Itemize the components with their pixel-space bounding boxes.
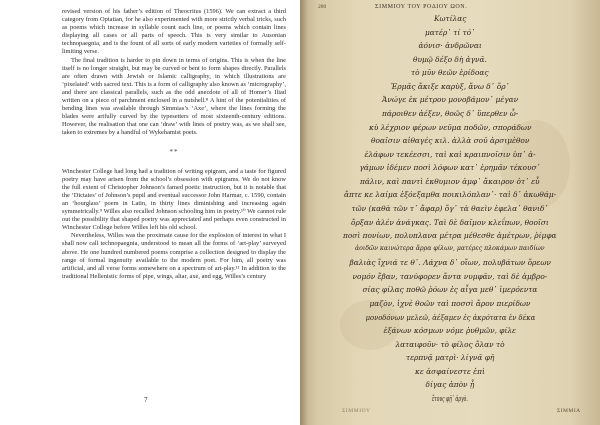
- poem-line: κὺ λέχριον φέρων νεῦμα ποδῶν, σποράδων: [369, 122, 532, 132]
- scan-page-number: 280: [318, 4, 327, 10]
- poem-line: ἀόνισ· ἀνδρῶναι: [418, 41, 482, 51]
- poem-line: πάροιθεν ἀέξεν, θοῶς δ᾽ ὕπερθεν ὦ-: [382, 109, 519, 118]
- poem-line: πάλιν, καὶ παντὶ ἐκθυμιον ἀμφ᾽ ἄκαιρον ὀτ᾽ εὖ: [360, 176, 540, 186]
- scan-running-head: ΣΙΜΜΙΟΥ ΤΟΥ ΡΟΔΙΟΥ ΩΟΝ.: [375, 4, 468, 10]
- poem-line: θυμῷ δέξο δὴ ἁγνᾶ.: [413, 54, 487, 64]
- poem-line: ἐλάφων τεκέεσσι, ταὶ καὶ κραιπνοῖσιν ὑπ᾽ ἁ-: [364, 149, 536, 159]
- poem-line: Κωτίλας: [434, 14, 467, 23]
- poem-line: γάμων ἰδέμεν ποσὶ λόφων κατ᾽ ἐρημᾶν τέκουσ᾽: [359, 163, 541, 173]
- poem-line: ἄπτε κε λαίμα ἐξόεξαμθα ποικιλόπλαν᾽· ταὶ δ᾽ ἀκωθάμ-: [344, 190, 557, 200]
- right-page-scan: [300, 0, 600, 425]
- scan-footer-left: ΣΙΜΜΙΟΥ: [342, 408, 371, 414]
- poem-line: ἔτους φῇ᾽ ἀργὸ.: [431, 394, 468, 403]
- paragraph: Winchester College had long had a tradition of writing epigram, and a taste for figured poetry may have arisen from the school’s obsession with epigrams. We do not know the full extent of Christopher Johnson’s famed poetic instruction, but it is notable that the ‘Dictates’ of Johnson’s pupil and eventual successor John Harmar, c. 1590, contain an ‘hourglass’ poem in Latin, in thirty lines diminishing and increasing again symmetrically.⁹ Willes also recalled Johnson schooling him in poetry.¹⁰ We cannot rule out the possibility that shaped poetry was appreciated and perhaps even constructed in Winchester College before Willes left his old school.: [62, 167, 286, 232]
- poem-line: νομόν ἔβαν, τανύφορεν ἄντα νυμφᾶν, ταὶ δὲ ἀμβρο-: [352, 271, 548, 281]
- scan-footer-right: ΣΙΜΜΙΑ: [557, 408, 581, 414]
- body-text: [62, 8, 286, 281]
- paragraph: revised version of his father’s edition of Theocritus (1596). We can extract a third category from Optatian, for he also experimented with more strictly verbal tricks, such as poems which increase in syllable count each line, or poems which contain lines displaying all cases or all parts of speech. This is very similar to Ausonian technopaegnia, and is the fount of all sorts of early modern varieties of formally self-limiting verse.: [62, 8, 286, 56]
- poem-line: κε ἀσφαίνεστε ἐπὶ: [415, 366, 485, 376]
- poem-line: μαζὸν, ἰχνὲ θοῶν ταὶ ποσσὶ ἄρον πιερίδων: [369, 299, 531, 308]
- poem-line: θοαῖσιν αἰθαγές κιλ. ἀλλὰ σοῦ ἀρσιμὲθον: [371, 136, 530, 146]
- poem-line: Ἀνώγε ἐκ μέτρου μονοβάμον᾽ μέγαν: [382, 95, 519, 105]
- poem-line: σίας φίλας ποθῶ ῥόων ἐς αἶγα μεθ᾽ ἱμερόεντα: [362, 285, 538, 295]
- poem-line: ματέρ᾽ τί τό᾽: [425, 27, 475, 37]
- poem-line: ὄρξαν ἀλέν ἀνάγκας. Ταὶ δὲ δαῖμον κλεΐπων, θοοῖσι: [351, 217, 549, 227]
- poem-line: λαταιφοῦν· τὸ φίλος ὄλαν τὸ: [395, 339, 505, 349]
- poem-line: ποσὶ πονίων, πολυπλανα μέτρα μέθεσθε ἀμέτρων, ῥίμφα: [343, 231, 557, 241]
- poem-line: βαλιὰς ἴχνιά τε θ᾽. Λάχνα δ᾽ οἴων, πολυβάτων ὄρεων: [349, 258, 551, 268]
- poem-line: τῶν (καθὰ τῶν τ᾽ ἄφαρ) ὄγ᾽ τὰ θαεὶν ἐφελα᾽ θανιδ᾽: [351, 204, 549, 213]
- section-separator: **: [169, 147, 179, 156]
- poem-line: ἀοιδῶν καινώτερα ἄρρα φίλων, ματέρες πλοκάμων παιδίων: [355, 244, 545, 252]
- paragraph: The final tradition is harder to pin down in terms of origins. This is when the line itself is no longer straight, but may be curved or bent to form shapes directly. Parallels are often drawn with Jewish or Islamic calligraphy, in which illustrations are ‘pixelated’ with sacred text. This is a form of calligraphy also known as ‘micrography’, and there are classical parallels, such as the odd anecdote of all of Homer’s Iliad written on a piece of parchment enclosed in a nutshell.⁸ A hint of the potentialities of bending lines was available through Simmias’s ‘Axe’, where the lines forming the blades were artfully curved by the typesetters of most sixteenth-century editions. However, the realisation that one can ‘draw’ with lines of poetry was, as we shall see, taken to extremes by a handful of Wykehamist poets.: [62, 56, 286, 137]
- poem-line: Ἑρμᾶς ἄκιξε καρὺξ, ἄνω δ᾽ ὄρ᾽: [391, 81, 510, 91]
- poem-line: τερπνᾷ ματρὶ· λίγνᾶ φῆ: [406, 353, 495, 363]
- poem-line: ἐξάνων κόσμων νόμε ῥυθμῶν, φίλε: [383, 326, 516, 336]
- page-number: 7: [144, 396, 148, 404]
- poem-line: τὸ μῦν θεῶν ἐρίδοας: [411, 68, 489, 78]
- poem-line: δίγας ἀπὸν ᾖ: [425, 380, 475, 390]
- poem-line: μονοδόνων μελεῶ, ἀέξαμεν ἐς ἀκρότατα ἐν δέκα: [365, 312, 535, 322]
- paragraph: Nevertheless, Willes was the proximate cause for the explosion of interest in what I shall now call technopaegnia, understood to mean all the forms of ‘art-play’ surveyed above. He one hundred numbered poems comprise a collection designed to display the range of formal ingenuity available to the modern poet. For him, all poetry was artificial, and all verse forms somewhere on a spectrum of art-play.¹¹ In addition to the traditional Hellenistic forms of pipe, wings, altar, axe, and egg, Willes’s century: [62, 232, 286, 280]
